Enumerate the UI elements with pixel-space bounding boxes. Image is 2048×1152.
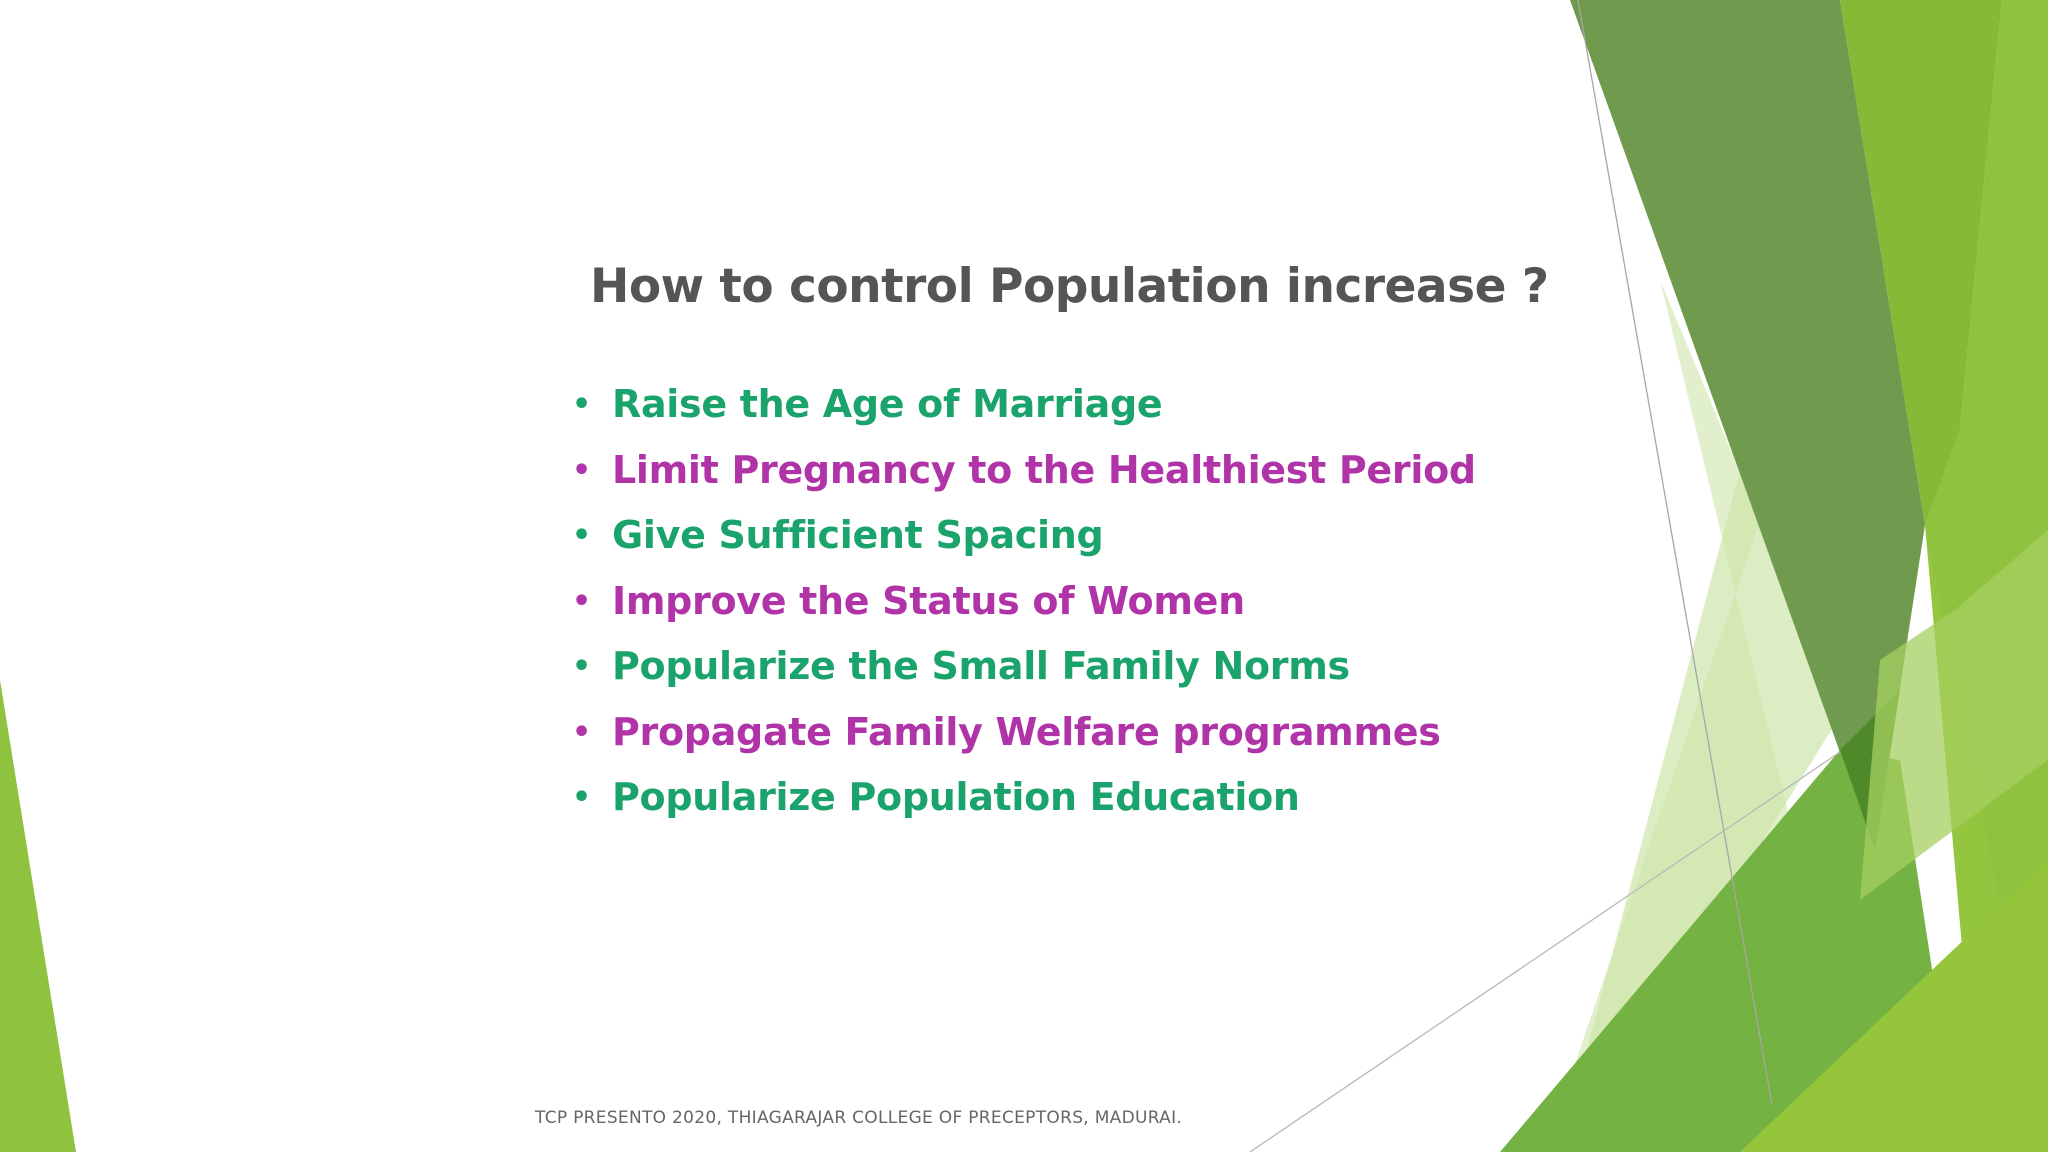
bullet-dot: • [572,649,591,684]
slide-footer: TCP PRESENTO 2020, THIAGARAJAR COLLEGE OF PRECEPTORS, MADURAI. [535,1108,1183,1128]
bullet-dot: • [572,780,591,815]
bullet-text: Improve the Status of Women [612,578,1245,623]
bullet-dot: • [572,518,591,553]
bullet-text: Popularize Population Education [612,775,1300,819]
bullet-dot: • [572,714,591,750]
left-accent-shape [0,680,76,1152]
bullet-dot: • [572,387,591,422]
bullet-text: Limit Pregnancy to the Healthiest Period [612,447,1476,492]
bullet-text: Propagate Family Welfare programmes [612,709,1441,754]
bullet-dot: • [572,583,591,619]
bullet-text: Give Sufficient Spacing [612,513,1104,557]
slide-title: How to control Population increase ? [590,259,1549,314]
bullet-dot: • [572,452,591,488]
bullet-text: Popularize the Small Family Norms [612,644,1350,688]
bullet-text: Raise the Age of Marriage [612,382,1163,426]
